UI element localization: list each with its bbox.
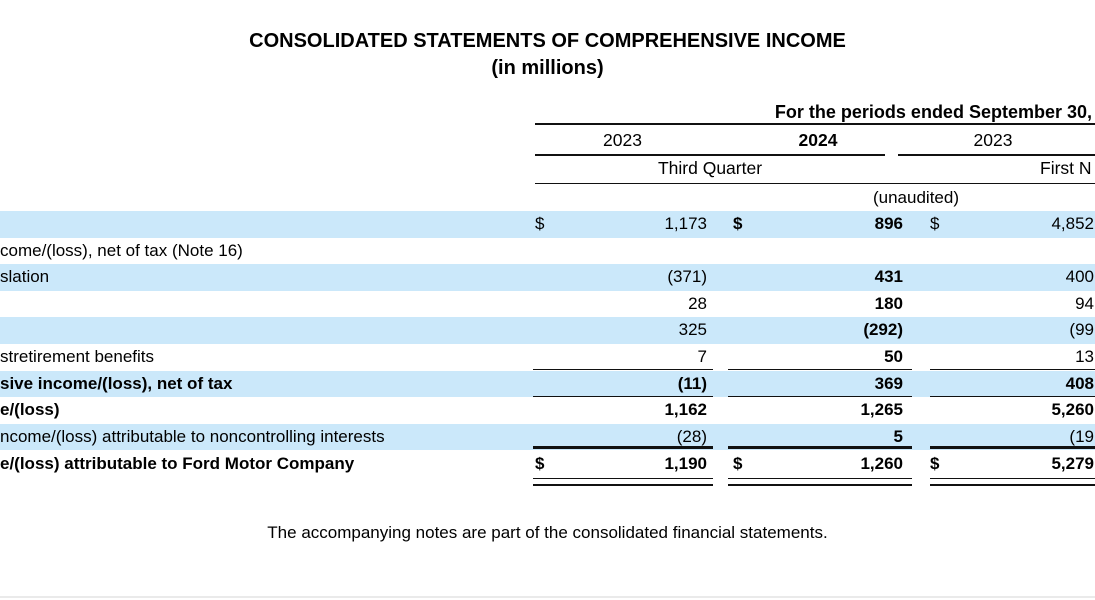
cell-value: (292) [863,320,903,340]
dollar-sign: $ [930,214,940,233]
cell-value: (19 [1069,426,1094,446]
cell-value: 180 [874,293,903,313]
cell-value: (28) [676,426,707,446]
year-col1: 2023 [603,130,642,150]
group-label-first-nine-months: First N [1040,158,1092,178]
dollar-sign: $ [535,454,545,474]
cell-value: 1,265 [860,400,903,420]
rule-above-total-row [533,446,713,449]
double-rule-top [728,478,912,480]
table-row [0,450,1095,477]
row-label: ncome/(loss) attributable to noncontrolling interests [0,426,385,446]
rule-under-group-labels [535,183,1095,185]
cell-value: 50 [884,347,903,366]
row-label: slation [0,267,50,287]
dollar-sign: $ [733,214,743,233]
cell-value: 28 [688,293,707,313]
table-row [0,264,1095,291]
cell-value: 7 [697,347,707,366]
rule-under-total-oci-row [533,396,713,398]
table-row [0,238,1095,265]
cell-value: 1,190 [664,454,707,474]
unaudited-note: (unaudited) [872,188,959,207]
table-row [0,317,1095,344]
table-row [0,397,1095,424]
page-subtitle: (in millions) [491,57,604,79]
double-rule-bottom [728,484,912,486]
rule-above-total-row [930,446,1095,449]
rule-under-years-third-quarter [535,154,885,156]
cell-value: 1,260 [860,454,903,474]
cell-value: 4,852 [1051,214,1094,233]
dollar-sign: $ [930,454,940,474]
double-rule-bottom [930,484,1095,486]
cell-value: 1,162 [664,400,707,420]
cell-value: 1,173 [664,214,707,233]
cell-value: 94 [1075,293,1094,313]
rule-under-total-oci-row [930,396,1095,398]
cell-value: (99 [1069,320,1094,340]
cell-value: 5,279 [1051,454,1094,474]
double-rule-top [533,478,713,480]
double-rule-top [930,478,1095,480]
cell-value: 325 [678,320,707,340]
rule-under-pension-row [930,369,1095,371]
cell-value: 400 [1065,267,1094,287]
table-row [0,291,1095,318]
rule-under-pension-row [728,369,912,371]
cell-value: (371) [667,267,707,287]
cell-value: 431 [874,267,903,287]
cell-value: 13 [1075,347,1094,366]
period-caption: For the periods ended September 30, [774,102,1092,122]
table-row [0,344,1095,371]
rule-under-period-caption [535,123,1095,125]
double-rule-bottom [533,484,713,486]
rule-above-total-row [728,446,912,449]
dollar-sign: $ [733,454,743,474]
rule-under-total-oci-row [728,396,912,398]
table-row [0,211,1095,238]
row-label: stretirement benefits [0,347,155,366]
footer-note: The accompanying notes are part of the consolidated financial statements. [267,523,828,542]
dollar-sign: $ [535,214,545,233]
cell-value: 5 [893,426,903,446]
page-title: CONSOLIDATED STATEMENTS OF COMPREHENSIVE INCOME [249,30,846,52]
cell-value: 5,260 [1051,400,1094,420]
cell-value: (11) [677,373,707,393]
cell-value: 896 [874,214,903,233]
rule-under-years-first-nine [898,154,1095,156]
cell-value: 369 [874,373,903,393]
row-label: come/(loss), net of tax (Note 16) [0,240,243,260]
bottom-divider [0,596,1095,598]
rule-under-pension-row [533,369,713,371]
group-label-third-quarter: Third Quarter [657,158,763,178]
year-col3: 2023 [973,130,1013,150]
row-label: e/(loss) [0,400,60,420]
year-col2: 2024 [798,130,838,150]
table-row [0,371,1095,398]
cell-value: 408 [1065,373,1094,393]
row-label: sive income/(loss), net of tax [0,373,233,393]
row-label: e/(loss) attributable to Ford Motor Company [0,454,355,474]
